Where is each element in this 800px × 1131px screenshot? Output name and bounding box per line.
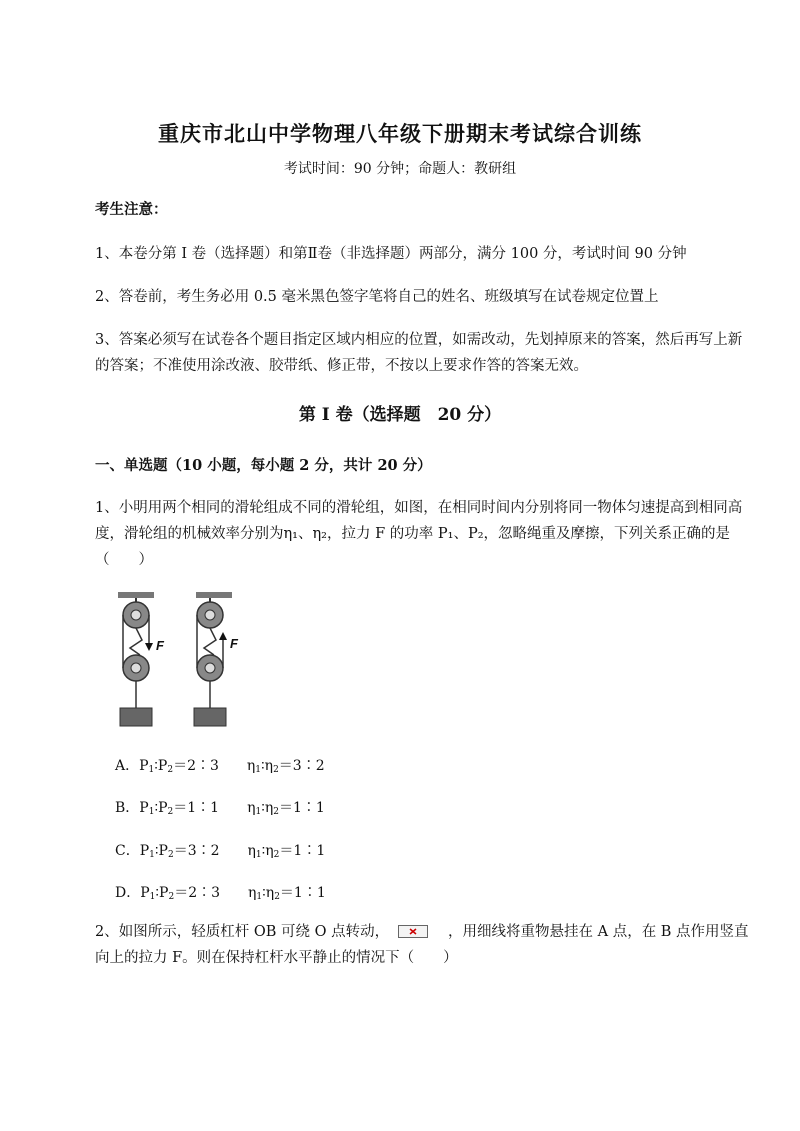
question-1-line-3: （ ） (95, 552, 153, 568)
pulley-figure (110, 588, 260, 730)
arrow-down-icon (145, 643, 153, 651)
question-2-line-2: 向上的拉力 F。则在保持杠杆水平静止的情况下（ ） (95, 950, 458, 966)
ceiling-right (196, 592, 232, 598)
broken-image-icon (398, 925, 428, 938)
question-2-line-1b: ，用细线将重物悬挂在 A 点，在 B 点作用竖直 (448, 924, 749, 940)
notice-item-3a: 3、答案必须写在试卷各个题目指定区域内相应的位置，如需改动，先划掉原来的答案，然后再写上新 (95, 332, 743, 348)
notice-item-3b: 的答案；不准使用涂改液、胶带纸、修正带，不按以上要求作答的答案无效。 (95, 358, 588, 374)
question-1-line-1: 1、小明用两个相同的滑轮组成不同的滑轮组，如图，在相同时间内分别将同一物体匀速提高到相同高 (95, 500, 743, 516)
question-1-line-2: 度，滑轮组的机械效率分别为η₁、η₂，拉力 F 的功率 P₁、P₂，忽略绳重及摩擦，下列关系正确的是 (95, 526, 731, 542)
weight-block-right (194, 708, 226, 726)
ceiling-left (118, 592, 154, 598)
force-label-left: F (156, 638, 164, 653)
option-d[interactable]: D．$P_1∶P_2=2∶3$ $\eta_1∶\eta_2=1∶1$ (115, 885, 326, 902)
notice-heading: 考生注意： (95, 201, 168, 218)
option-a[interactable]: A．$P_1∶P_2=2∶3$ $\eta_1∶\eta_2=3∶2$ (115, 758, 325, 775)
page-subtitle: 考试时间：90 分钟；命题人：教研组 (283, 161, 517, 177)
option-b[interactable]: B．$P_1∶P_2=1∶1$ $\eta_1∶\eta_2=1∶1$ (115, 800, 325, 817)
weight-block-left (120, 708, 152, 726)
force-label-right: F (230, 636, 238, 651)
notice-item-1: 1、本卷分第 I 卷（选择题）和第Ⅱ卷（非选择题）两部分，满分 100 分，考试时间 90 分钟 (95, 246, 687, 262)
option-c[interactable]: C．$P_1∶P_2=3∶2$ $\eta_1∶\eta_2=1∶1$ (115, 843, 326, 860)
notice-item-2: 2、答卷前，考生务必用 0.5 毫米黑色签字笔将自己的姓名、班级填写在试卷规定位置上 (95, 289, 659, 305)
page-title: 重庆市北山中学物理八年级下册期末考试综合训练 (158, 121, 642, 146)
section-title: 第 I 卷（选择题 20 分） (298, 405, 502, 425)
arrow-up-icon (219, 632, 227, 640)
question-2-line-1a: 2、如图所示，轻质杠杆 OB 可绕 O 点转动， (95, 924, 390, 940)
part-heading: 一、单选题（10 小题，每小题 2 分，共计 20 分） (95, 457, 432, 474)
